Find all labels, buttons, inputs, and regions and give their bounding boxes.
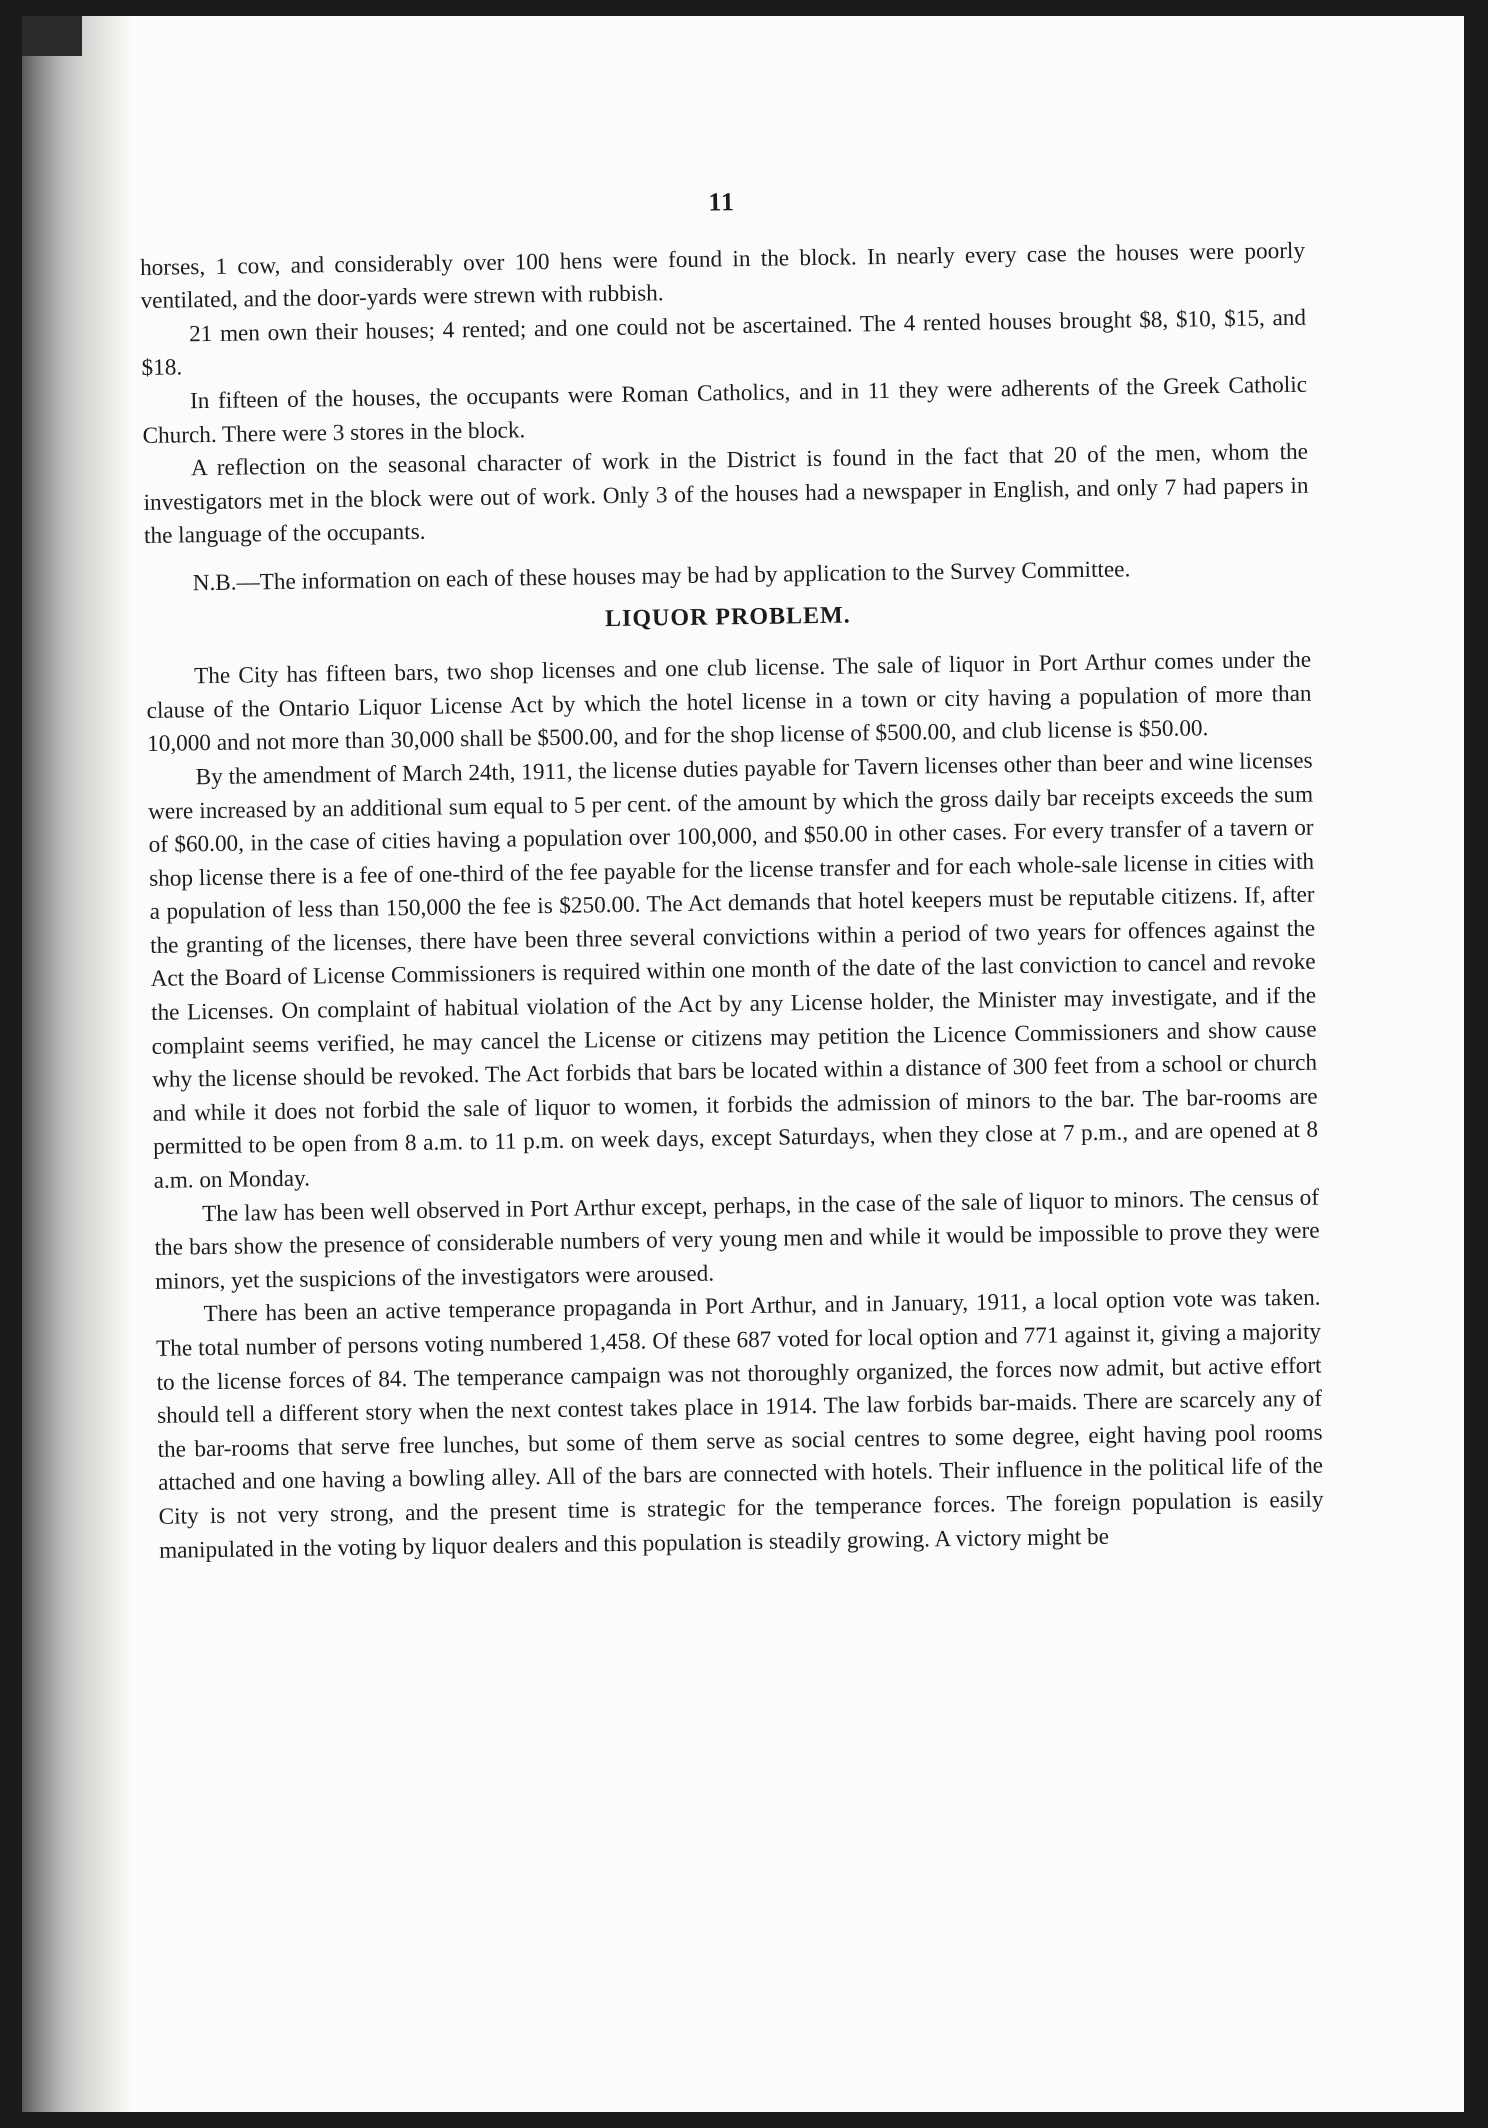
page-text-block (139, 177, 1324, 1568)
nb-note: N.B.—The information on each of these houses may be had by application to the Survey Committee. (192, 556, 1131, 597)
continuation-paragraph: A reflection on the seasonal character of work in the District is found in the fact that 20 of the men, whom the investigators met in the block were out of work. Only 3 of the houses had a newspaper in English, and only 7 had papers in the language of the occupants. (143, 438, 1309, 550)
section-heading: LIQUOR PROBLEM. (604, 602, 851, 632)
binding-gutter-shadow (22, 16, 132, 2112)
body-paragraph: There has been an active temperance propaganda in Port Arthur, and in January, 1911, a local option vote was taken. The total number of persons voting numbered 1,458. Of these 687 voted for local option and 771 against it, giving a majority to the license forces of 84. The temperance campaign was not thoroughly organized, the forces now admit, but active effort should tell a different story when the next contest takes place in 1914. The law forbids bar-maids. There are scarcely any of the bar-rooms that serve free lunches, but some of them serve as social centres to some degree, eight having pool rooms attached and one having a bowling alley. All of the bars are connected with hotels. Their influence in the political life of the City is not very strong, and the present time is strategic for the temperance forces. The foreign population is easily manipulated in the voting by liquor dealers and this population is steadily growing. A victory might be (155, 1285, 1324, 1564)
continuation-paragraph: horses, 1 cow, and considerably over 100 hens were found in the block. In nearly every case the houses were poorly ventilated, and the door-yards were strewn with rubbish. (139, 237, 1306, 315)
body-paragraph: The City has fifteen bars, two shop licenses and one club license. The sale of liquor in Port Arthur comes under the clause of the Ontario Liquor License Act by which the hotel license in a town or city having a population of more than 10,000 and not more than 30,000 shall be $500.00, and for the shop license of $500.00, and club license is $50.00. (146, 646, 1312, 758)
body-paragraph: By the amendment of March 24th, 1911, the license duties payable for Tavern licenses other than beer and wine licenses were increased by an additional sum equal to 5 per cent. of the amount by which the gross daily bar receipts exceeds the sum of $60.00, in the case of cities having a population over 100,000, and $50.00 in other cases. For every transfer of a tavern or shop license there is a fee of one-third of the fee payable for the license transfer and for each whole-sale license in cities with a population of less than 150,000 the fee is $250.00. The Act demands that hotel keepers must be reputable citizens. If, after the granting of the licenses, there have been three several convictions within a period of two years for offences against the Act the Board of License Commissioners is required within one month of the date of the last conviction to cancel and revoke the Licenses. On complaint of habitual violation of the Act by any License holder, the Minister may investigate, and if the complaint seems verified, he may cancel the License or citizens may petition the Licence Commissioners and show cause why the license should be revoked. The Act forbids that bars be located within a distance of 300 feet from a school or church and while it does not forbid the sale of liquor to women, it forbids the admission of minors to the bar. The bar-rooms are permitted to be open from 8 a.m. to 11 p.m. on week days, except Saturdays, when they close at 7 p.m., and are opened at 8 a.m. on Monday. (147, 747, 1319, 1194)
continuation-paragraph: In fifteen of the houses, the occupants were Roman Catholics, and in 11 they were adherents of the Greek Catholic Church. There were 3 stores in the block. (142, 371, 1308, 449)
body-paragraph: The law has been well observed in Port Arthur except, perhaps, in the case of the sale of liquor to minors. The census of the bars show the presence of considerable numbers of very young men and while it would be impossible to prove they were minors, yet the suspicions of the investigators were aroused. (154, 1184, 1320, 1295)
document-page (22, 16, 1464, 2112)
page-number: 11 (708, 187, 736, 217)
continuation-paragraph: 21 men own their houses; 4 rented; and one could not be ascertained. The 4 rented houses brought $8, $10, $15, and $18. (141, 304, 1307, 382)
binding-gutter-corner (22, 16, 82, 56)
